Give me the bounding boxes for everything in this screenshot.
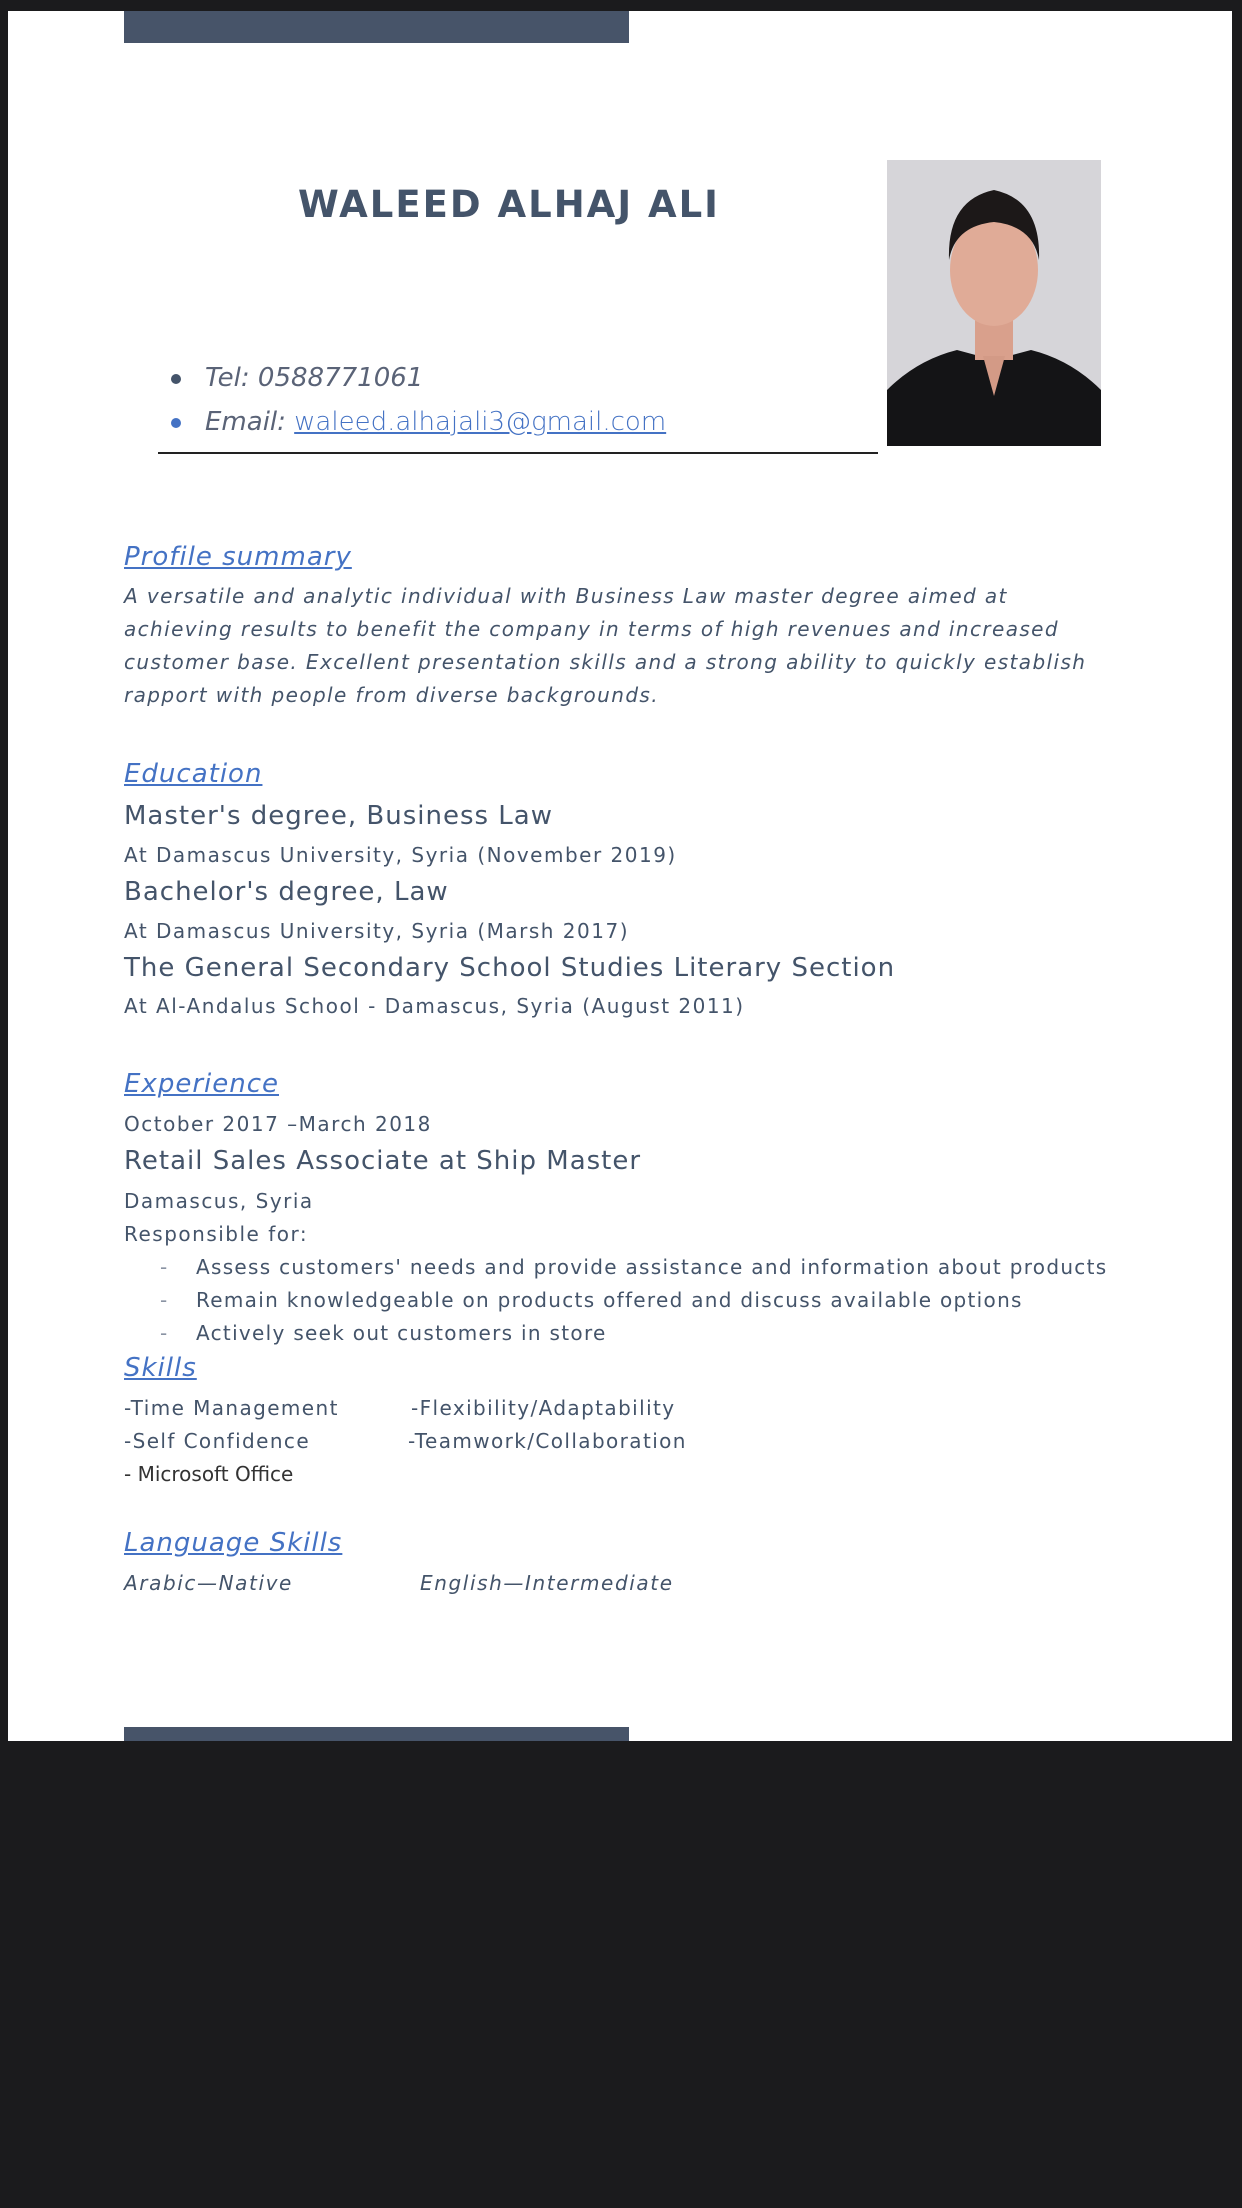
duty-item: - Actively seek out customers in store bbox=[160, 1321, 607, 1345]
degree-3-detail: At Al-Andalus School - Damascus, Syria (August 2011) bbox=[124, 994, 745, 1018]
duty-item: - Assess customers' needs and provide assistance and information about products bbox=[160, 1255, 1108, 1279]
section-skills-title: Skills bbox=[124, 1353, 197, 1383]
profile-summary-text: A versatile and analytic individual with Business Law master degree aimed at achieving results to benefit the company in terms of high revenues and increased customer base. Excellent presentation skills and a strong ability to quickly establish rapport with people from diverse backgrounds. bbox=[124, 584, 1087, 707]
bullet-icon bbox=[171, 374, 181, 384]
skill-item: -Time Management bbox=[124, 1396, 339, 1420]
section-profile-title: Profile summary bbox=[124, 542, 352, 572]
experience-period: October 2017 –March 2018 bbox=[124, 1112, 432, 1136]
bullet-icon bbox=[171, 418, 181, 428]
contact-email bbox=[158, 400, 878, 444]
section-experience-title: Experience bbox=[124, 1069, 279, 1099]
contact-tel bbox=[158, 356, 878, 400]
section-education-title: Education bbox=[124, 759, 263, 789]
experience-location: Damascus, Syria bbox=[124, 1189, 314, 1213]
resume-page bbox=[8, 11, 1232, 1741]
profile-photo bbox=[887, 160, 1101, 446]
degree-2-detail: At Damascus University, Syria (Marsh 2017) bbox=[124, 919, 630, 943]
degree-3: The General Secondary School Studies Literary Section bbox=[124, 953, 896, 983]
header-band bbox=[124, 11, 629, 43]
skill-item: -Self Confidence bbox=[124, 1429, 311, 1453]
language-item: English—Intermediate bbox=[420, 1571, 674, 1595]
section-language-title: Language Skills bbox=[124, 1528, 343, 1558]
skill-item: - Microsoft Office bbox=[124, 1462, 294, 1486]
experience-role: Retail Sales Associate at Ship Master bbox=[124, 1146, 642, 1176]
dash-marker: - bbox=[160, 1321, 169, 1345]
email-link[interactable]: waleed.alhajali3@gmail.com bbox=[294, 407, 667, 437]
skill-item: -Teamwork/Collaboration bbox=[408, 1429, 687, 1453]
duty-item: - Remain knowledgeable on products offered and discuss available options bbox=[160, 1288, 1023, 1312]
dash-marker: - bbox=[160, 1255, 169, 1279]
tel-text: Tel: 0588771061 bbox=[205, 363, 424, 393]
language-item: Arabic—Native bbox=[124, 1571, 293, 1595]
footer-band bbox=[124, 1727, 629, 1741]
skill-item: -Flexibility/Adaptability bbox=[411, 1396, 676, 1420]
degree-2: Bachelor's degree, Law bbox=[124, 877, 449, 907]
degree-1-detail: At Damascus University, Syria (November 2019) bbox=[124, 843, 677, 867]
contact-list bbox=[158, 356, 878, 454]
degree-1: Master's degree, Business Law bbox=[124, 801, 553, 831]
dash-marker: - bbox=[160, 1288, 169, 1312]
email-label: Email: bbox=[205, 407, 286, 437]
candidate-name: WALEED ALHAJ ALI bbox=[298, 183, 720, 226]
responsible-label: Responsible for: bbox=[124, 1222, 309, 1246]
